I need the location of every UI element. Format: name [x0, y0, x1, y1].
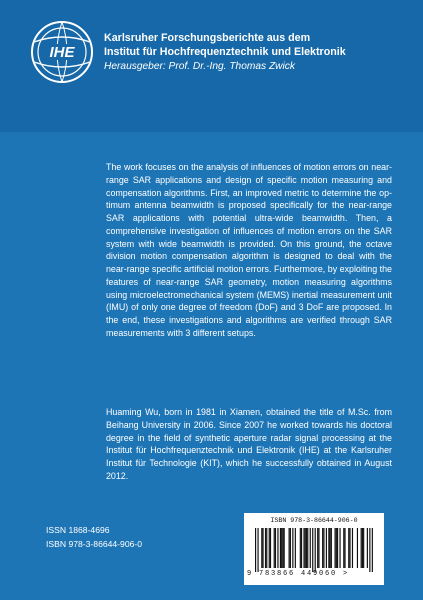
barcode-bar [369, 528, 370, 572]
barcode-digits: 9 783866 449060 > [247, 570, 350, 578]
barcode-bar [312, 528, 313, 572]
barcode-bar [337, 528, 338, 568]
barcode-bar [277, 528, 278, 568]
barcode-bar [322, 528, 323, 568]
barcode-bar [261, 528, 262, 568]
barcode-bar [290, 528, 291, 568]
abstract-text: The work focuses on the analysis of influences of motion errors on near-range SAR applications and design of specific motion measuring and compensation algorithms. First, an improved metric to determine the optimum antenna beamwidth is proposed specifically for the near-range SAR applications with potential ultra-wide beamwidth. Then, a comprehensive investigation of influences of motion errors on the SAR system with wide beamwidth is provided. On this ground, the octave division motion compensation algorithm is designed to deal with the near-range specific artificial motion errors. Furthermore, by exploiting the features of near-range SAR geometry, motion measuring algorithms using microelectromechanical system (MEMS) inertial measurement unit (IMU) of only one degree of freedom (DoF) and 3 DoF are proposed. In the end, these investigations and algorithms are verified through SAR measurements with 3 different setups. [106, 162, 392, 338]
barcode-bar [315, 528, 316, 572]
issn: ISSN 1868-4696 [46, 525, 110, 535]
series-title [104, 31, 416, 59]
barcode-bar [281, 528, 282, 568]
barcode-bar [362, 528, 363, 568]
barcode-bar [280, 528, 281, 568]
barcode-bar [305, 528, 306, 568]
series-title-line-2: Institut für Hochfrequenztechnik und Elektronik [104, 46, 346, 58]
barcode-bar [372, 528, 373, 572]
barcode-bar [336, 528, 337, 568]
barcode-bar [306, 528, 307, 568]
barcode-bar [292, 528, 293, 568]
barcode-bar [266, 528, 267, 568]
barcode-bar [318, 528, 319, 568]
barcode-bar [326, 528, 327, 568]
barcode-bar [270, 528, 271, 568]
barcode-bar [269, 528, 270, 568]
barcode-bar [310, 528, 311, 568]
identifiers [46, 523, 142, 551]
barcode-bar [257, 528, 258, 572]
barcode-bar [331, 528, 332, 568]
barcode-bar [317, 528, 318, 568]
barcode-bar [367, 528, 368, 568]
isbn: ISBN 978-3-86644-906-0 [46, 539, 143, 549]
barcode-bar [339, 528, 340, 568]
barcode-bar [303, 528, 304, 568]
barcode-bar [328, 528, 329, 568]
barcode-bar [289, 528, 290, 568]
barcode-bar [282, 528, 283, 568]
barcode-bar [300, 528, 301, 568]
barcode [244, 513, 384, 585]
barcode-bar [307, 528, 308, 568]
ihe-logo [30, 20, 94, 84]
barcode-bar [348, 528, 349, 568]
barcode-bar [284, 528, 285, 568]
barcode-bar [274, 528, 275, 568]
barcode-bar [265, 528, 266, 568]
svg-text:IHE: IHE [49, 44, 75, 61]
barcode-bar [344, 528, 345, 568]
editor-line: Herausgeber: Prof. Dr.-Ing. Thomas Zwick [104, 61, 295, 72]
barcode-bars [250, 528, 378, 574]
barcode-bar [363, 528, 364, 568]
barcode-bar [330, 528, 331, 568]
barcode-bar [334, 528, 335, 568]
barcode-bar [255, 528, 256, 572]
barcode-bar [361, 528, 362, 568]
barcode-bar [343, 528, 344, 568]
barcode-bar [301, 528, 302, 568]
barcode-bar [349, 528, 350, 568]
barcode-bar [262, 528, 263, 568]
barcode-bar [275, 528, 276, 568]
barcode-isbn-text: ISBN 978-3-86644-906-0 [270, 517, 358, 524]
series-title-line-1: Karlsruher Forschungsberichte aus dem [104, 32, 311, 44]
barcode-bar [323, 528, 324, 568]
barcode-bar [352, 528, 353, 568]
barcode-bar [357, 528, 358, 568]
author-bio: Huaming Wu, born in 1981 in Xiamen, obtained the title of M.Sc. from Beihang University in 2006. Since 2007 he worked towards his doctoral degree in the field of synthetic aperture radar signal processing at the Institut für Hochfrequenztechnik und Elektronik (IHE) at the Karlsruher Institut für Technologie (KIT), which he successfully obtained in August 2012. [106, 407, 392, 481]
barcode-bar [295, 528, 296, 568]
